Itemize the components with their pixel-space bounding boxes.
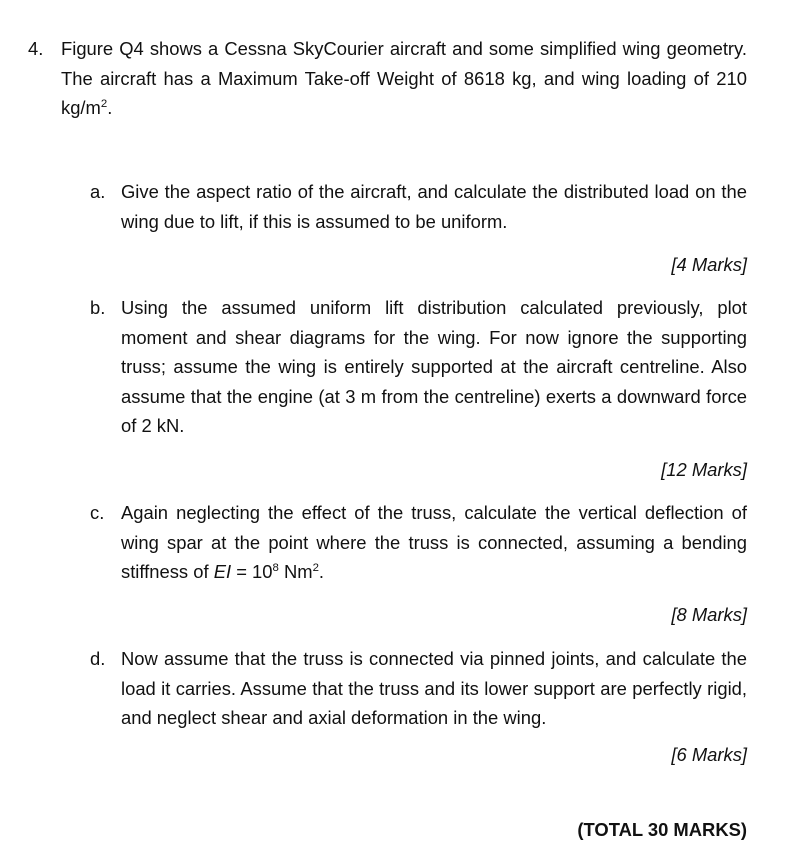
part-a-label: a. [90, 181, 106, 202]
part-d-text: Now assume that the truss is connected via pinned joints, and calculate the load it carries. Assume that the truss and its lower support are perfectly rigid, and neglect shear and axial deformation in the wing. [121, 648, 747, 728]
part-c-unit: Nm [278, 561, 313, 582]
question-intro [61, 34, 747, 123]
total-marks: (TOTAL 30 MARKS) [577, 819, 747, 840]
question-intro-text: Figure Q4 shows a Cessna SkyCourier aircraft and some simplified wing geometry. The aircraft has a Maximum Take-off Weight of 8618 kg, and wing loading of 210 kg/m [61, 38, 747, 118]
part-c-end: . [318, 561, 325, 582]
part-c-exponent-2: 2 [312, 562, 319, 575]
part-b-marks: [12 Marks] [661, 459, 747, 480]
part-b-label: b. [90, 297, 106, 318]
part-c-equals: = 10 [231, 561, 273, 582]
part-c-ei-symbol: EI [213, 561, 232, 582]
question-intro-superscript: 2 [100, 98, 108, 111]
part-a-marks: [4 Marks] [671, 254, 747, 275]
part-c-text-main: Again neglecting the effect of the truss, calculate the vertical deflection of wing spar at the point where the truss is connected, assuming a bending stiffness of [121, 502, 747, 582]
part-b-text: Using the assumed uniform lift distribution calculated previously, plot moment and shear diagrams for the wing. For now ignore the supporting truss; assume the wing is entirely supported at the aircraft centreline. Also assume that the engine (at 3 m from the centreline) exerts a downward force of 2 kN. [121, 297, 747, 436]
part-d-marks: [6 Marks] [671, 744, 747, 765]
part-c-text [121, 498, 747, 587]
part-d-label: d. [90, 648, 106, 669]
question-intro-end: . [107, 97, 113, 118]
part-c-label: c. [90, 502, 105, 523]
part-c-exponent-8: 8 [272, 562, 279, 575]
question-number: 4. [28, 38, 44, 59]
part-c-marks: [8 Marks] [671, 604, 747, 625]
part-a-text: Give the aspect ratio of the aircraft, and calculate the distributed load on the wing due to lift, if this is assumed to be uniform. [121, 181, 747, 232]
